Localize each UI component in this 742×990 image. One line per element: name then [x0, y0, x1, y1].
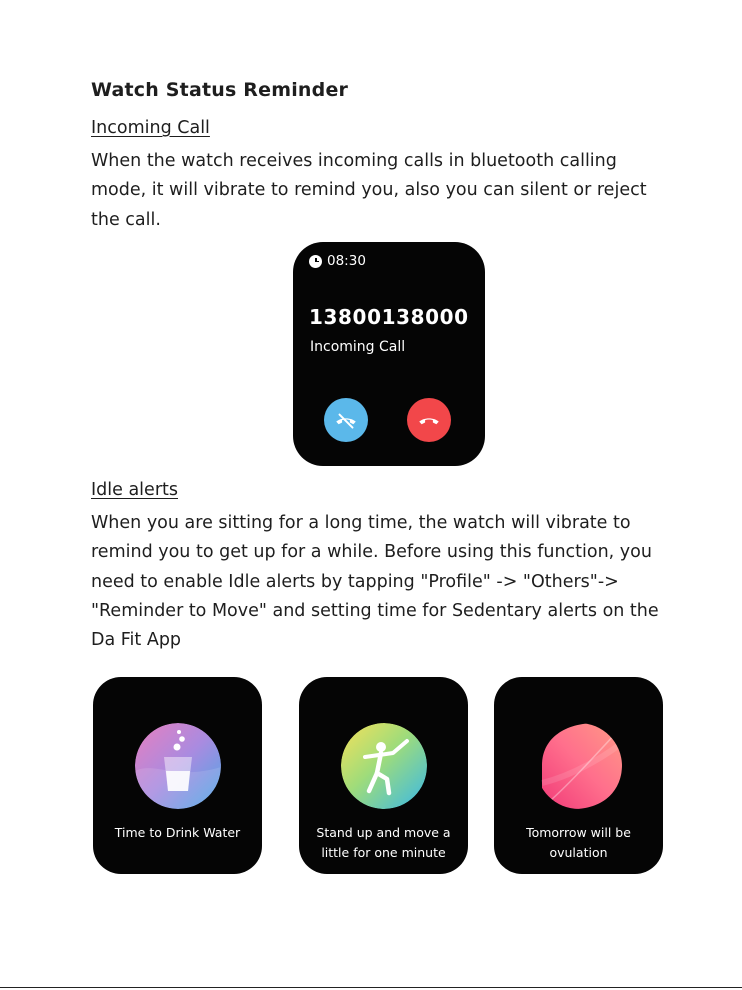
drink-water-watch-screen — [93, 677, 262, 874]
stretching-figure-icon — [341, 723, 427, 809]
mute-phone-icon — [333, 407, 359, 433]
drink-water-alert-text: Time to Drink Water — [114, 825, 241, 840]
incoming-call-watch-screen — [293, 242, 485, 466]
reject-call-button[interactable] — [407, 398, 451, 442]
water-glass-icon — [135, 723, 221, 809]
caller-number: 13800138000 — [309, 305, 469, 329]
call-time-display — [309, 253, 366, 269]
clock-icon — [309, 255, 322, 268]
incoming-call-description: When the watch receives incoming calls in bluetooth calling mode, it will vibrate to remind you, also you can silent or reject the call. — [91, 151, 647, 230]
move-reminder-watch-screen — [299, 677, 468, 874]
silent-call-button[interactable] — [324, 398, 368, 442]
ovulation-watch-screen — [494, 677, 663, 874]
idle-alerts-description: When you are sitting for a long time, the watch will vibrate to remind you to get up for a while. Before using this function, you need to enable Idle alerts by tapping "Profile" -> "Others"-> "Reminder to Move" and setting time for Sedentary alerts on the Da Fit App — [91, 513, 659, 651]
leaf-icon — [536, 723, 622, 809]
page-title: Watch Status Reminder — [91, 79, 349, 101]
call-time: 08:30 — [327, 253, 366, 269]
call-status-label: Incoming Call — [310, 339, 406, 355]
section-heading-incoming-call: Incoming Call — [91, 118, 210, 138]
hang-up-icon — [416, 407, 442, 433]
move-reminder-alert-text: Stand up and move a little for one minute — [316, 825, 451, 860]
bottom-rule — [0, 987, 742, 988]
ovulation-alert-text: Tomorrow will be ovulation — [526, 825, 631, 860]
section-heading-idle-alerts: Idle alerts — [91, 480, 178, 500]
